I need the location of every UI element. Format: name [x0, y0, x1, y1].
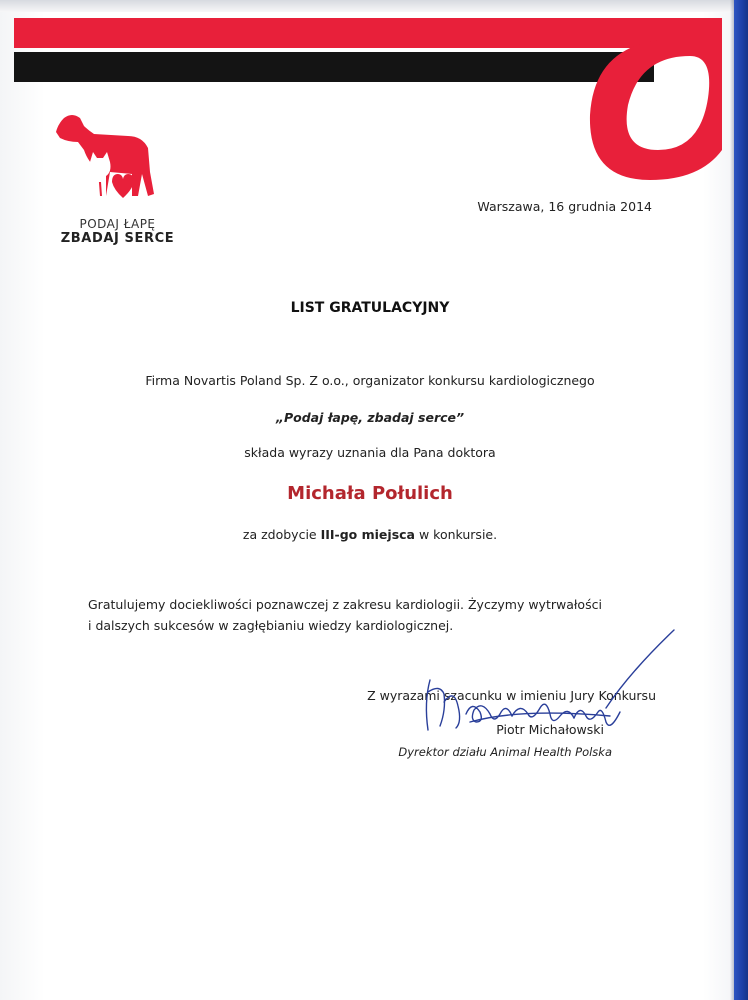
paragraph-line-2: i dalszych sukcesów w zagłębianiu wiedzy kardiologicznej.: [88, 618, 454, 633]
award-prefix: za zdobycie: [242, 527, 321, 542]
award-line: [0, 527, 740, 542]
award-place: III-go miejsca: [320, 527, 415, 542]
award-suffix: w konkursie.: [414, 527, 498, 542]
dog-cat-heart-logo: [50, 112, 180, 212]
intro-line: Firma Novartis Poland Sp. Z o.o., organizator konkursu kardiologicznego: [145, 373, 595, 388]
letter-date: Warszawa, 16 grudnia 2014: [477, 199, 652, 214]
logo-text-line1: PODAJ ŁAPĘ: [79, 217, 156, 231]
contest-name: „Podaj łapę, zbadaj serce”: [275, 410, 465, 425]
logo-text-line2: ZBADAJ SERCE: [60, 231, 175, 246]
red-banner-stripe: [14, 18, 722, 48]
signer-role: Dyrektor działu Animal Health Polska: [398, 745, 612, 759]
handwritten-signature: [410, 622, 680, 742]
black-banner-stripe: [14, 52, 654, 82]
letter-title: LIST GRATULACYJNY: [290, 300, 450, 316]
closing-line: Z wyrazami szacunku w imieniu Jury Konkursu: [367, 688, 656, 703]
signer-name: Piotr Michałowski: [496, 722, 604, 737]
recipient-name: Michała Połulich: [287, 483, 453, 504]
paragraph-line-1: Gratulujemy dociekliwości poznawczej z zakresu kardiologii. Życzymy wytrwałości: [88, 597, 602, 612]
recognition-line: składa wyrazy uznania dla Pana doktora: [244, 445, 496, 460]
